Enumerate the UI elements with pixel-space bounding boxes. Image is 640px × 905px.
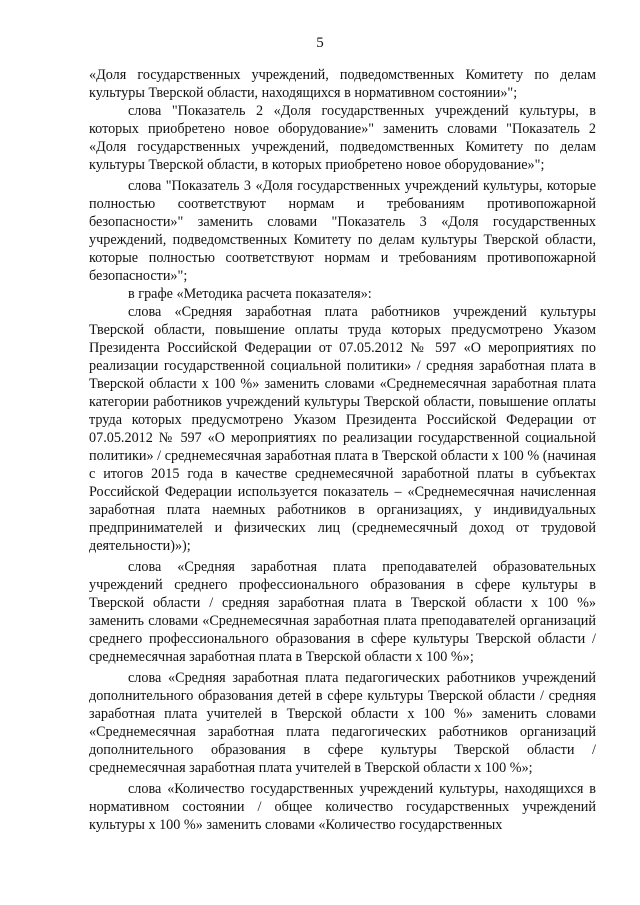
document-body <box>89 66 596 834</box>
paragraph-indicator-3: слова "Показатель 3 «Доля государственных учреждений культуры, которые полностью соответствуют нормам и требованиям противопожарной безопасности»" заменить словами "Показатель 3 «Доля государственных учреждений, подведомственных Комитету по делам культуры Тверской области, которые полностью соответствуют нормам и требованиям противопожарной безопасности»"; <box>89 178 596 284</box>
paragraph-methodology-heading: в графе «Методика расчета показателя»: <box>128 286 372 302</box>
paragraph-teachers-salary: слова «Средняя заработная плата преподавателей образовательных учреждений среднего профессионального образования в сфере культуры в Тверской области / средняя заработная плата в Тверской области х 100 %» заменить словами «Среднемесячная заработная плата преподавателей организаций среднего профессионального образования в сфере культуры Тверской области / среднемесячная заработная плата в Тверской области х 100 %»; <box>89 559 596 665</box>
paragraph-institutions-count: слова «Количество государственных учреждений культуры, находящихся в нормативном состоянии / общее количество государственных учреждений культуры х 100 %» заменить словами «Количество государственных <box>89 781 596 833</box>
paragraph-culture-workers-salary: слова «Средняя заработная плата работников учреждений культуры Тверской области, повышение оплаты труда которых предусмотрено Указом Президента Российской Федерации от 07.05.2012 № 597 «О мероприятиях по реализации государственной социальной политики» / средняя заработная плата в Тверской области х 100 %» заменить словами «Среднемесячная заработная плата категории работников учреждений культуры Тверской области, повышение оплаты труда которых предусмотрено Указом Президента Российской Федерации от 07.05.2012 № 597 «О мероприятиях по реализации государственной социальной политики» / среднемесячная заработная плата в Тверской области х 100 % (начиная с итогов 2015 года в качестве среднемесячной заработной платы в субъектах Российской Федерации используется показатель – «Среднемесячная начисленная заработная плата наемных работников в организациях, у индивидуальных предпринимателей и физических лиц (среднемесячный доход от трудовой деятельности)»); <box>89 304 596 554</box>
paragraph-pedagogical-salary: слова «Средняя заработная плата педагогических работников учреждений дополнительного образования детей в сфере культуры Тверской области / средняя заработная плата учителей в Тверской области х 100 %» заменить словами «Среднемесячная заработная плата педагогических работников организаций дополнительного образования в сфере культуры Тверской области / среднемесячная заработная плата учителей в Тверской области х 100 %»; <box>89 670 596 776</box>
paragraph-indicator-2: слова "Показатель 2 «Доля государственных учреждений культуры, в которых приобретено новое оборудование»" заменить словами "Показатель 2 «Доля государственных учреждений, подведомственных Комитету по делам культуры Тверской области, в которых приобретено новое оборудование»"; <box>89 103 596 173</box>
page-number: 5 <box>316 35 324 51</box>
paragraph-continuation: «Доля государственных учреждений, подведомственных Комитету по делам культуры Тверской области, находящихся в нормативном состоянии»"; <box>89 67 596 101</box>
